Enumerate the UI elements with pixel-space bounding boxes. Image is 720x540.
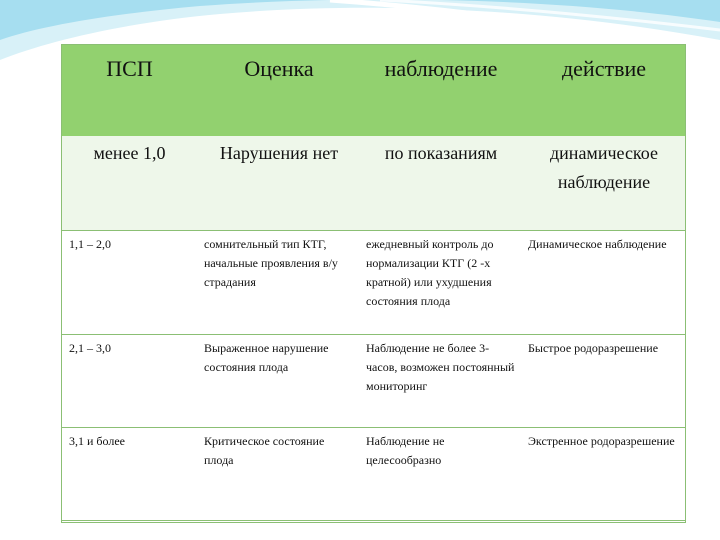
table-row [61, 136, 686, 230]
cell-action: Динамическое наблюдение [522, 230, 686, 334]
psp-assessment-table [61, 44, 686, 521]
cell-assessment: Нарушения нет [198, 136, 360, 230]
cell-assessment: сомнительный тип КТГ, начальные проявления в/у страдания [198, 230, 360, 334]
cell-observation: Наблюдение не более 3-часов, возможен постоянный мониторинг [360, 334, 522, 427]
header-observation: наблюдение [360, 44, 522, 136]
cell-action: Быстрое родоразрешение [522, 334, 686, 427]
cell-observation: ежедневный контроль до нормализации КТГ (2 -х кратной) или ухудшения состояния плода [360, 230, 522, 334]
cell-psp: менее 1,0 [61, 136, 198, 230]
cell-observation: Наблюдение не целесообразно [360, 427, 522, 520]
header-action: действие [522, 44, 686, 136]
table-row [61, 334, 686, 427]
table-row [61, 230, 686, 334]
cell-psp: 1,1 – 2,0 [61, 230, 198, 334]
table-header-row [61, 44, 686, 136]
table-row [61, 427, 686, 520]
cell-assessment: Критическое состояние плода [198, 427, 360, 520]
cell-assessment: Выраженное нарушение состояния плода [198, 334, 360, 427]
header-psp: ПСП [61, 44, 198, 136]
cell-observation: по показаниям [360, 136, 522, 230]
cell-action: динамическое наблюдение [522, 136, 686, 230]
cell-action: Экстренное родоразрешение [522, 427, 686, 520]
header-assessment: Оценка [198, 44, 360, 136]
cell-psp: 2,1 – 3,0 [61, 334, 198, 427]
cell-psp: 3,1 и более [61, 427, 198, 520]
